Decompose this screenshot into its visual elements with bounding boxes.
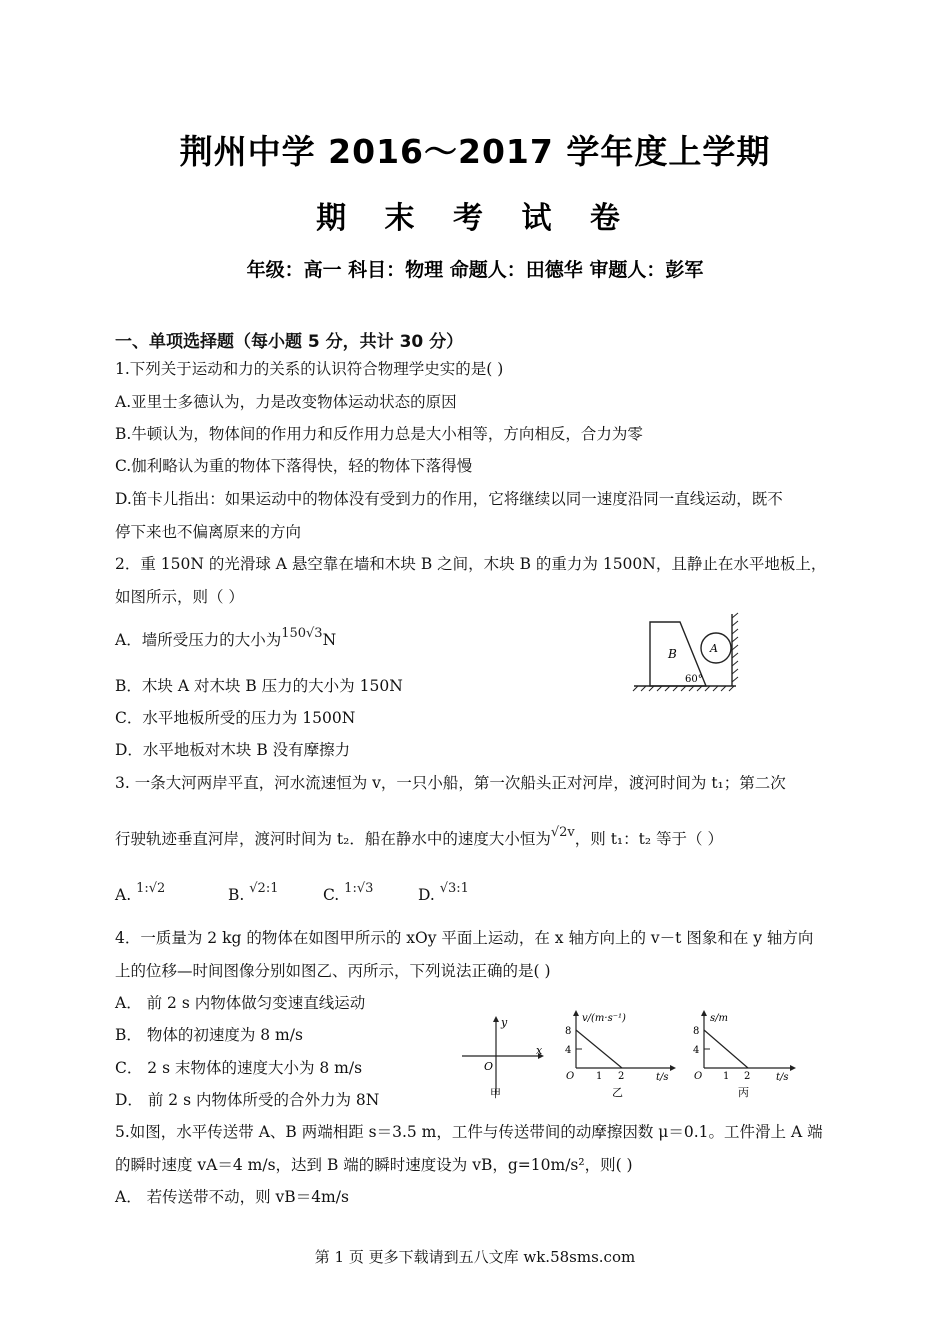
q4-bing-y-arrow	[701, 1010, 707, 1016]
q4-bing-tick-label-8: 8	[693, 1026, 700, 1037]
q3-option-a-value: 1:√2	[136, 881, 166, 896]
q3-line2-radical: √2v	[550, 825, 575, 840]
q4-bing-origin: O	[694, 1071, 703, 1082]
q4-jia-origin: O	[484, 1060, 494, 1073]
q4-bing-x-arrow	[790, 1065, 796, 1071]
q4-figure-bing	[690, 1008, 800, 1100]
exam-title: 荆州中学 2016～2017 学年度上学期	[179, 132, 771, 171]
q4-option-b: B． 物体的初速度为 8 m/s	[115, 1026, 303, 1044]
q2-label-angle: 60°	[685, 674, 703, 685]
q4-yi-y-arrow	[573, 1010, 579, 1016]
q4-figure-yi	[560, 1008, 680, 1100]
q2-option-a-text: A．墙所受压力的大小为	[115, 631, 282, 649]
q2-option-c: C．水平地板所受的压力为 1500N	[115, 709, 356, 727]
q1-option-d-line1: D.笛卡儿指出：如果运动中的物体没有受到力的作用，它将继续以同一速度沿同一直线运动，既不	[115, 490, 783, 508]
q5-option-a: A． 若传送带不动，则 vB＝4m/s	[115, 1188, 349, 1206]
q4-bing-tick-label-2: 2	[744, 1071, 751, 1082]
q3-option-c-label: C.	[323, 886, 340, 904]
q2-option-d: D．水平地板对木块 B 没有摩擦力	[115, 741, 351, 759]
q4-line2: 上的位移—时间图像分别如图乙、丙所示，下列说法正确的是( )	[115, 962, 551, 980]
q2-label-b: B	[668, 647, 677, 661]
q4-bing-caption: 丙	[738, 1086, 749, 1099]
q2-stem-line1: 2．重 150N 的光滑球 A 悬空靠在墙和木块 B 之间，木块 B 的重力为 1500N，且静止在水平地板上，	[115, 555, 827, 573]
q2-floor-hatch	[633, 686, 734, 691]
q3-line2-tail: ，则 t₁：t₂ 等于（ ）	[574, 830, 723, 848]
q1-stem: 1.下列关于运动和力的关系的认识符合物理学史实的是( )	[115, 360, 504, 378]
q3-option-c	[323, 881, 374, 907]
q1-option-a: A.亚里士多德认为，力是改变物体运动状态的原因	[115, 393, 457, 411]
q4-jia-y-label: y	[501, 1016, 508, 1029]
q2-option-a-radical: 150√3	[281, 626, 323, 641]
q3-line2	[115, 825, 723, 851]
q2-wall-hatch	[732, 613, 738, 682]
q3-line2-text: 行驶轨迹垂直河岸，渡河时间为 t₂．船在静水中的速度大小恒为	[115, 830, 551, 848]
q4-bing-y-label: s/m	[710, 1013, 728, 1024]
q2-figure	[630, 612, 745, 692]
q4-option-c: C． 2 s 末物体的速度大小为 8 m/s	[115, 1059, 363, 1077]
q4-jia-y-arrow	[493, 1016, 499, 1022]
q1-option-c: C.伽利略认为重的物体下落得快，轻的物体下落得慢	[115, 457, 473, 475]
q4-bing-tick-label-1: 1	[723, 1071, 730, 1082]
q4-jia-x-label: x	[536, 1044, 543, 1057]
q3-line1: 3. 一条大河两岸平直，河水流速恒为 v，一只小船，第一次船头正对河岸，渡河时间为 t₁；第二次	[115, 774, 786, 792]
q3-option-a-label: A.	[115, 886, 132, 904]
q2-label-a: A	[710, 642, 718, 655]
q4-yi-x-label: t/s	[656, 1072, 669, 1083]
q3-option-a	[115, 881, 166, 907]
q5-line1: 5.如图，水平传送带 A、B 两端相距 s＝3.5 m，工件与传送带间的动摩擦因数 μ＝0.1。工件滑上 A 端	[115, 1123, 823, 1141]
q4-option-a: A． 前 2 s 内物体做匀变速直线运动	[115, 994, 366, 1012]
q4-option-d: D． 前 2 s 内物体所受的合外力为 8N	[115, 1091, 380, 1109]
q3-option-d-label: D.	[418, 886, 435, 904]
q5-line2: 的瞬时速度 vA＝4 m/s，达到 B 端的瞬时速度设为 vB，g=10m/s²，则( )	[115, 1156, 633, 1174]
q4-yi-caption: 乙	[612, 1086, 623, 1099]
q2-option-a-unit: N	[322, 631, 337, 649]
q4-yi-tick-label-2: 2	[618, 1071, 625, 1082]
q1-option-d-line2: 停下来也不偏离原来的方向	[115, 523, 302, 541]
q4-figure-jia	[458, 1014, 548, 1100]
q4-yi-tick-label-8: 8	[565, 1026, 572, 1037]
q4-yi-x-arrow	[670, 1065, 676, 1071]
q4-yi-tick-label-4: 4	[565, 1045, 572, 1056]
q4-yi-tick-label-1: 1	[596, 1071, 603, 1082]
section-heading: 一、单项选择题（每小题 5 分，共计 30 分）	[115, 332, 464, 352]
exam-meta: 年级：高一 科目：物理 命题人：田德华 审题人：彭军	[246, 259, 704, 281]
q4-bing-tick-label-4: 4	[693, 1045, 700, 1056]
q4-jia-caption: 甲	[490, 1087, 501, 1100]
q3-option-d	[418, 881, 469, 907]
q4-bing-x-label: t/s	[776, 1072, 789, 1083]
q2-stem-line2: 如图所示，则（ ）	[115, 588, 244, 606]
q4-yi-line	[576, 1030, 622, 1068]
q4-yi-origin: O	[566, 1071, 575, 1082]
page-footer: 第 1 页 更多下载请到五八文库 wk.58sms.com	[314, 1248, 636, 1266]
q3-option-d-value: √3:1	[439, 881, 469, 896]
q2-option-a	[115, 626, 337, 652]
q3-option-b	[228, 881, 279, 907]
q4-yi-y-label: v/(m·s⁻¹)	[582, 1013, 626, 1024]
q4-line1: 4．一质量为 2 kg 的物体在如图甲所示的 xOy 平面上运动，在 x 轴方向上的 v－t 图象和在 y 轴方向	[115, 929, 814, 947]
q1-option-b: B.牛顿认为，物体间的作用力和反作用力总是大小相等，方向相反，合力为零	[115, 425, 643, 443]
exam-subtitle: 期 末 考 试 卷	[316, 201, 634, 236]
q3-option-b-value: √2:1	[249, 881, 279, 896]
q2-option-b: B．木块 A 对木块 B 压力的大小为 150N	[115, 677, 403, 695]
q3-option-c-value: 1:√3	[344, 881, 374, 896]
q3-option-b-label: B.	[228, 886, 245, 904]
q4-bing-line	[704, 1030, 748, 1068]
